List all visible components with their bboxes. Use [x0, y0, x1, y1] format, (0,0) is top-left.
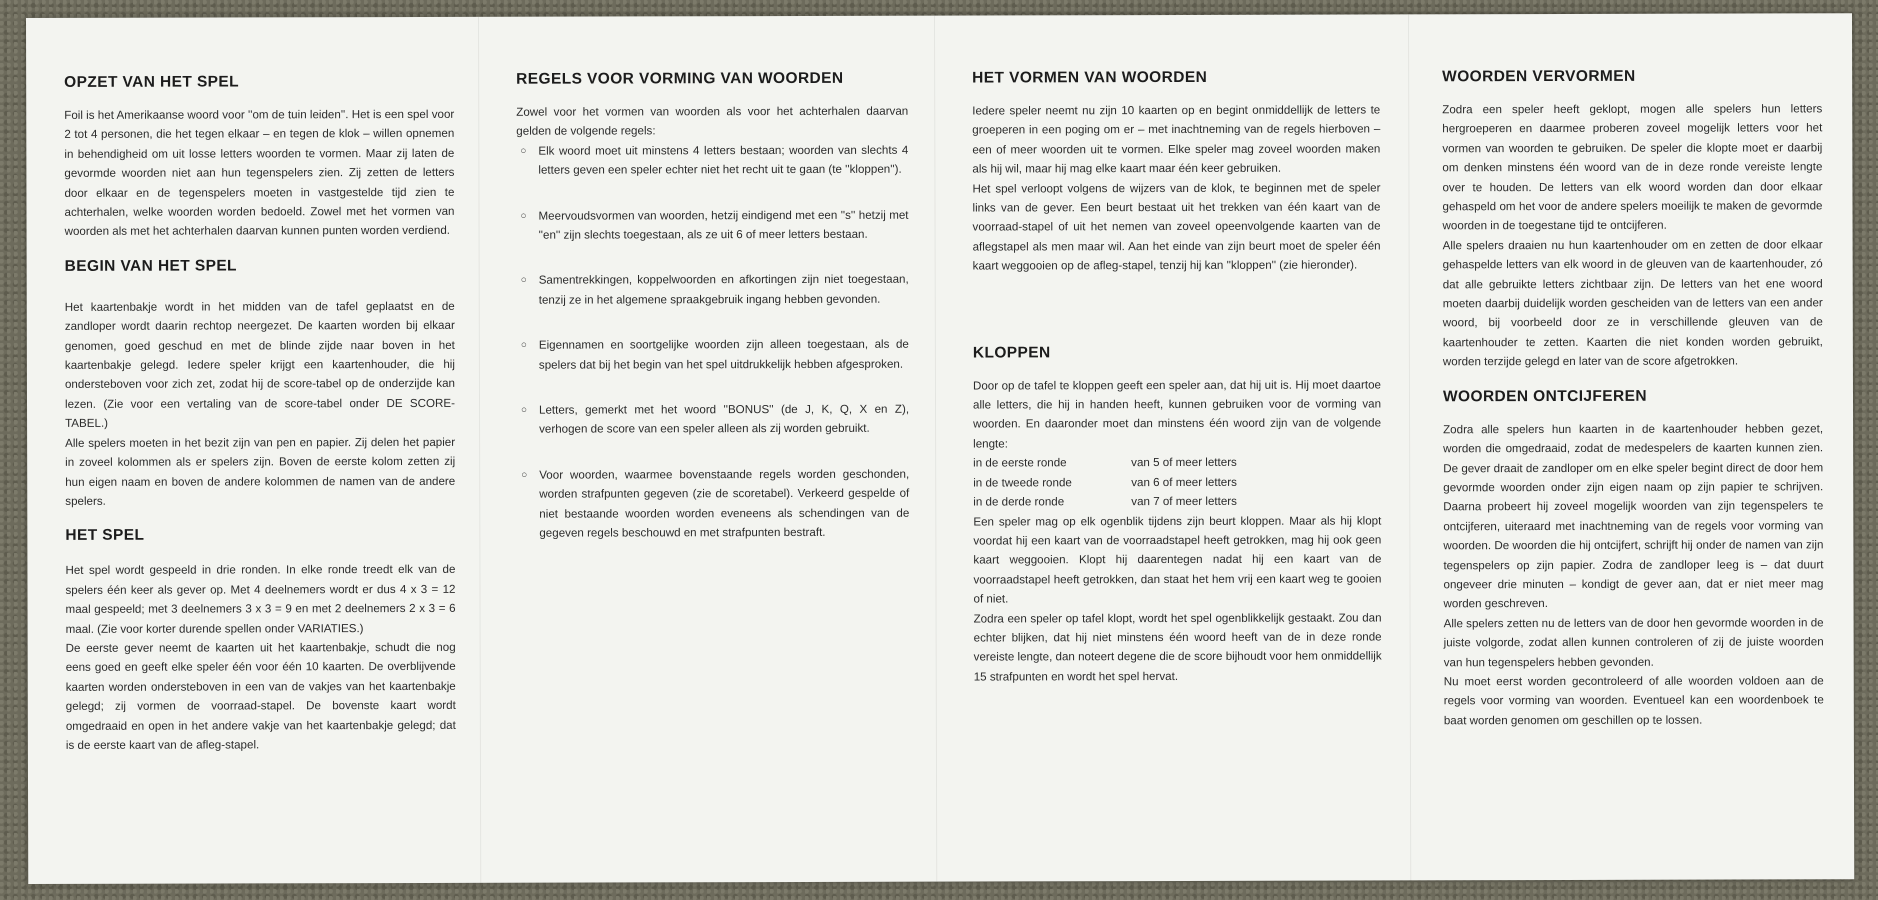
circle-bullet-icon: ○: [520, 210, 527, 222]
paragraph: Alle spelers moeten in het bezit zijn van pen en papier. Zij delen het papier in zoveel kolommen als er spelers zijn. Boven de eerste kolom zetten zij hun eigen naam en boven de andere kolommen de namen van de andere spelers.: [65, 435, 456, 508]
length-value: van 7 of meer letters: [1131, 494, 1237, 509]
rule-text: Voor woorden, waarmee bovenstaande regels worden geschonden, worden strafpunten gegeven (zie de scoretabel). Verkeerd gespelde of niet bestaande woorden worden eveneens als schendingen van de gegeven regels beschouwd en met strafpunten bestraft.: [539, 467, 910, 540]
rule-text: Eigennamen en soortgelijke woorden zijn alleen toegestaan, als de spelers dat bij het begin van het spel uitdrukkelijk hebben afgesproken.: [538, 337, 909, 372]
column-1: [26, 17, 478, 884]
rule-text: Meervoudsvormen van woorden, hetzij eindigend met een ''s'' hetzij met ''en'' zijn slechts toegestaan, als ze uit 6 of meer letters bestaan.: [538, 208, 909, 242]
section-heading: OPZET VAN HET SPEL: [64, 73, 240, 91]
round-label: in de tweede ronde: [973, 475, 1072, 490]
rule-item: [517, 465, 909, 544]
circle-bullet-icon: ○: [521, 469, 528, 481]
section-heading: HET VORMEN VAN WOORDEN: [972, 68, 1208, 87]
section-heading: WOORDEN VERVORMEN: [1442, 67, 1636, 86]
paragraph: De eerste gever neemt de kaarten uit het kaartenbakje, schudt die nog eens goed en geeft elke speler één voor één 10 kaarten. De overblijvende kaarten worden ondersteboven in een van de vakjes van het kaartenbakje gelegd; zij vormen de voorraad-stapel. De bovenste kaart wordt omgedraaid en open in het andere vakje van het kaartenbakje gelegd; dat is de eerste kaart van de afleg-stapel.: [65, 640, 456, 752]
rule-item: [517, 335, 909, 375]
rule-text: Letters, gemerkt met het woord ''BONUS'' (de J, K, Q, X en Z), verhogen de score van een speler alleen als zij worden gebruikt.: [539, 402, 910, 437]
paragraph: Het spel wordt gespeeld in drie ronden. In elke ronde treedt elk van de spelers één keer als gever op. Met 4 deelnemers wordt er dus 4 x 3 = 12 maal gespeeld; met 3 deelnemers 3 x 3 = 9 en met 2 deelnemers 2 x 3 = 6 maal. (Zie voor korter durende spellen onder VARIATIES.): [65, 563, 456, 636]
section-heading: HET SPEL: [65, 527, 145, 545]
instruction-sheet: [26, 13, 1854, 884]
length-value: van 5 of meer letters: [1131, 456, 1237, 470]
rule-text: Elk woord moet uit minstens 4 letters bestaan; woorden van slechts 4 letters geven een speler echter niet het recht uit te gaan (te ''kloppen'').: [538, 143, 909, 177]
circle-bullet-icon: ○: [520, 145, 527, 157]
rule-item: [517, 400, 909, 440]
paragraph: Foil is het Amerikaanse woord voor ''om de tuin leiden''. Het is een spel voor 2 tot 4 personen, die het tegen elkaar – en tegen de klok – willen opnemen in behendigheid om uit losse letters woorden te vormen. Maar zij laten de gevormde woorden niet aan hun tegenspelers zien. Zij zetten de letters door elkaar en de tegenspelers moeten in vastgestelde tijd zien te achterhalen, welke woorden worden bedoeld. Zowel met het vormen van woorden als met het achterhalen daarvan kunnen punten worden verdiend.: [64, 107, 455, 239]
intro-paragraph: Zowel voor het vormen van woorden als voor het achterhalen daarvan gelden de volgende regels:: [516, 104, 909, 139]
column-3: [934, 14, 1410, 881]
round-label: in de eerste ronde: [973, 456, 1067, 470]
length-row: [973, 472, 1381, 492]
section-heading: KLOPPEN: [972, 343, 1051, 362]
round-label: in de derde ronde: [973, 495, 1065, 509]
length-row: [973, 453, 1381, 473]
circle-bullet-icon: ○: [520, 275, 527, 287]
paragraph: Het spel verloopt volgens de wijzers van de klok, te beginnen met de speler links van de gever. Een beurt bestaat uit het trekken van één kaart van de voorraad-stapel of uit het nemen van zoveel opeenvolgende kaarten van de aflegstapel als men maar wil. Aan het einde van zijn beurt moet de speler één kaart weggooien op de afleg-stapel, tenzij hij kan ''kloppen'' (zie hieronder).: [972, 181, 1381, 273]
column-2: [478, 16, 936, 883]
rule-item: [517, 270, 909, 310]
paragraph: Het kaartenbakje wordt in het midden van de tafel geplaatst en de zandloper wordt daarin rechtop neergezet. De kaarten worden bij elkaar genomen, goed geschud en met de blinde zijde naar boven in het kaartenbakje gelegd. Iedere speler krijgt een kaartenhouder, die hij ondersteboven voor zich zet, zodat hij de score-tabel op de onderzijde kan lezen. (Zie voor een vertaling van de score-tabel onder DE SCORE-TABEL.): [64, 299, 456, 431]
circle-bullet-icon: ○: [520, 339, 527, 351]
paragraph: Zodra een speler op tafel klopt, wordt het spel ogenblikkelijk gestaakt. Zou dan echter blijken, dat hij niet minstens één woord heeft van de in deze ronde vereiste lengte, dan noteert degene die de score bijhoudt voor hem onmiddellijk 15 strafpunten en wordt het spel hervat.: [973, 610, 1382, 684]
section-heading: BEGIN VAN HET SPEL: [64, 257, 237, 275]
paragraph: Nu moet eerst worden gecontroleerd of alle woorden voldoen aan de regels voor vorming van woorden. Eventueel kan een woordenboek te baat worden genomen om geschillen op te lossen.: [1443, 674, 1824, 728]
rule-text: Samentrekkingen, koppelwoorden en afkortingen zijn niet toegestaan, tenzij ze in het algemene spraakgebruik ingang hebben gevonden.: [538, 273, 909, 307]
paragraph: Door op de tafel te kloppen geeft een speler aan, dat hij uit is. Hij moet daartoe alle letters, die hij in handen heeft, kunnen gebruiken voor de vorming van woorden. En daaronder moet dan minstens één woord zijn van de volgende lengte:: [972, 378, 1382, 451]
paragraph: Een speler mag op elk ogenblik tijdens zijn beurt kloppen. Maar als hij klopt voordat hij een kaart van de voorraadstapel heeft getrokken, mag hij ook geen kaart weggooien. Klopt hij daarentegen nadat hij een kaart van de voorraadstapel heeft getrokken, dan staat het hem vrij een kaart weg te gooien of niet.: [973, 513, 1382, 606]
paragraph: Iedere speler neemt nu zijn 10 kaarten op en begint onmiddellijk de letters te groeperen in een poging om er – met inachtneming van de regels hierboven – een of meer woorden uit te vormen. Elke speler mag zoveel woorden maken als hij wil, maar hij mag elke kaart maar één keer gebruiken.: [972, 103, 1381, 176]
length-row: [973, 492, 1381, 512]
paragraph: Alle spelers zetten nu de letters van de door hen gevormde woorden in de juiste volgorde, zodat allen kunnen controleren of zij de juiste woorden van hun tegenspelers hebben gevonden.: [1443, 616, 1824, 669]
circle-bullet-icon: ○: [521, 404, 528, 416]
rule-item: [516, 141, 908, 181]
length-value: van 6 of meer letters: [1131, 475, 1237, 489]
paragraph: Zodra alle spelers hun kaarten in de kaartenhouder hebben gezet, worden die omgedraaid, zodat de medespelers de kaarten kunnen zien. De gever draait de zandloper om en elke speler begint direct de door hem gevormde woorden onder zijn eigen naam op zijn papier te schrijven. Daarna probeert hij zoveel mogelijk woorden van zijn tegenspelers te ontcijferen, uiteraard met inachtneming van de regels voor vorming van woorden. De woorden die hij ontcijfert, schrijft hij onder de namen van zijn tegenspelers op zijn papier. Zodra de zandloper leeg is – dat duurt ongeveer drie minuten – kondigt de gever aan, dat er niet meer mag worden geschreven.: [1443, 421, 1824, 611]
length-table: [973, 453, 1381, 512]
paragraph: Zodra een speler heeft geklopt, mogen alle spelers hun letters hergroeperen en daarmee proberen zoveel mogelijk letters voor het vormen van woorden te gebruiken. De speler die klopte moet er daarbij om denken minstens één woord van de in deze ronde vereiste lengte over te houden. De letters van elk woord worden dan door elkaar gehaspeld om het voor de andere spelers moeilijk te maken de gevormde woorden in de toegestane tijd te ontcijferen.: [1442, 102, 1823, 233]
paragraph: Alle spelers draaien nu hun kaartenhouder om en zetten de door elkaar gehaspelde letters van elk woord in de gleuven van de kaartenhouder, zó dat alle gebruikte letters zichtbaar zijn. De letters van het ene woord moeten daarbij duidelijk worden gescheiden van de letters van een ander woord, bij voorbeeld door ze in verschillende gleuven van de kaartenhouder te zetten. Kaarten die niet konden worden gebruikt, worden terzijde gelegd en later van de score afgetrokken.: [1442, 238, 1823, 369]
rule-item: [516, 205, 908, 245]
section-heading: WOORDEN ONTCIJFEREN: [1442, 387, 1647, 405]
section-heading: REGELS VOOR VORMING VAN WOORDEN: [516, 69, 844, 88]
column-4: [1408, 13, 1854, 880]
